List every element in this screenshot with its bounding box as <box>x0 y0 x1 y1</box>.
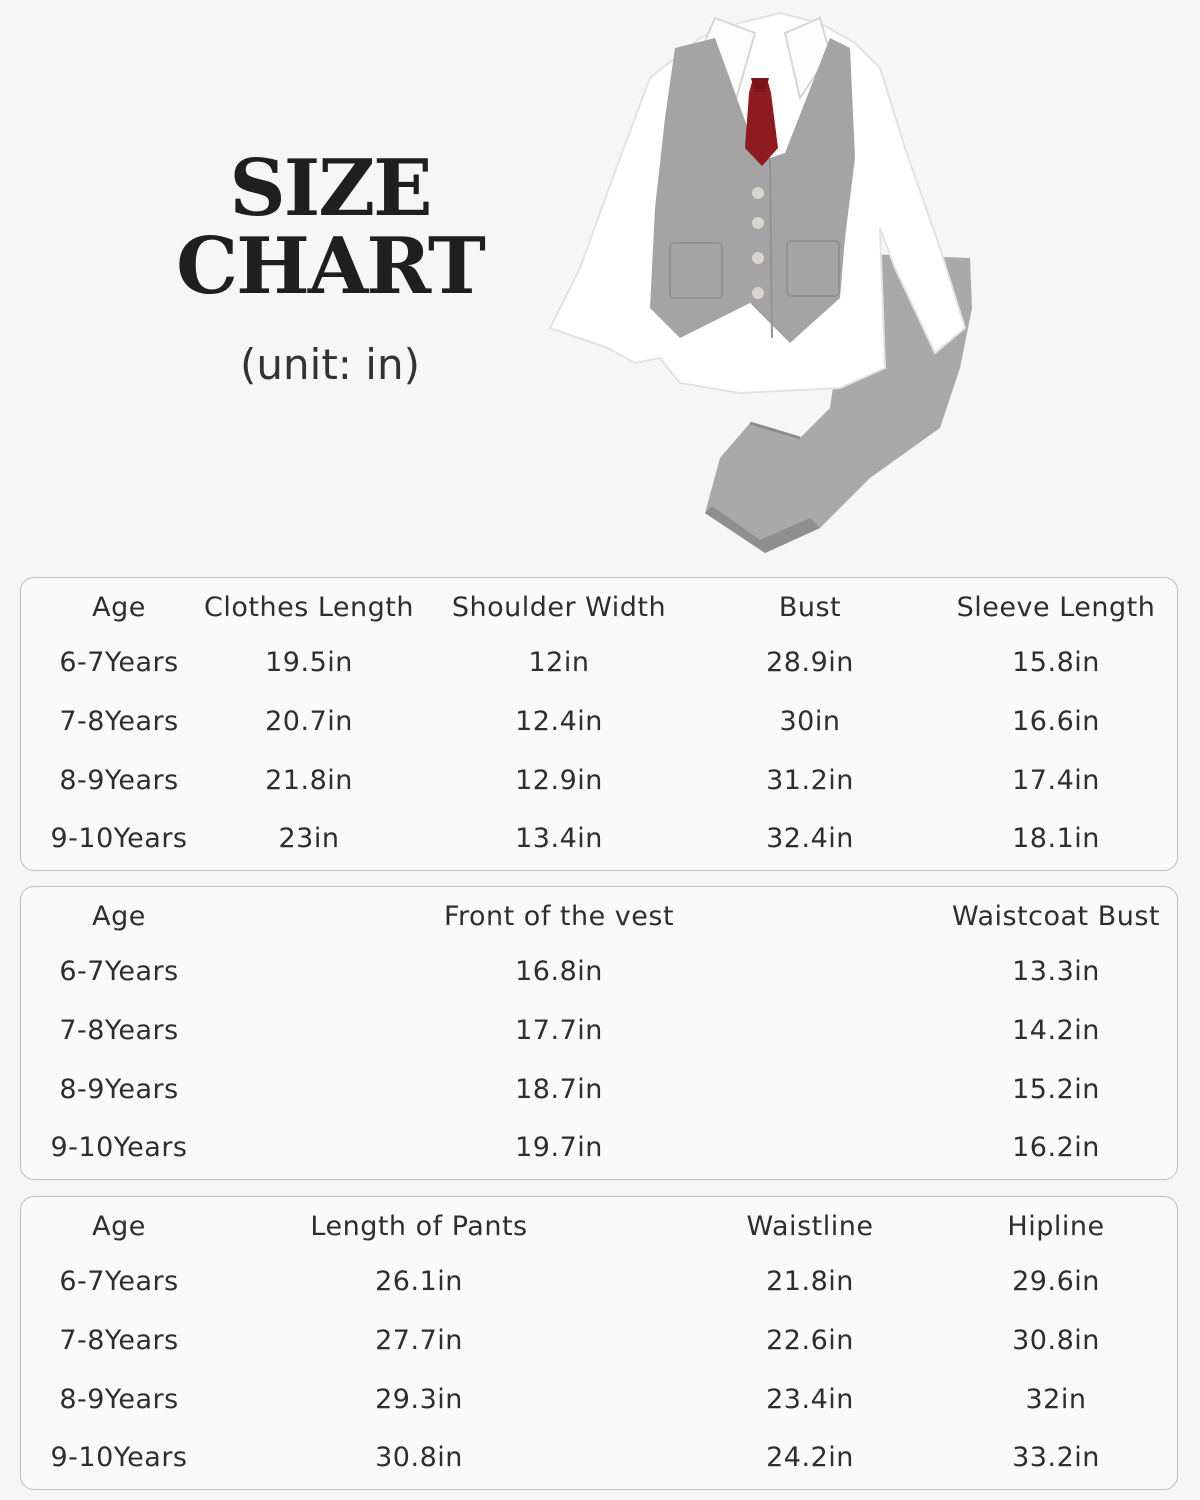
table-header-cell: Sleeve Length <box>956 592 1156 623</box>
table-cell: 13.3in <box>1012 956 1100 987</box>
table-cell: 24.2in <box>766 1442 854 1473</box>
table-cell: 20.7in <box>265 706 353 737</box>
table-header-cell: Age <box>92 901 146 932</box>
table-header-cell: Waistcoat Bust <box>951 901 1161 932</box>
table-cell: 16.8in <box>515 956 603 987</box>
unit-label: (unit: in) <box>240 340 420 389</box>
size-table-pants <box>20 1196 1178 1490</box>
table-header-cell: Shoulder Width <box>451 592 667 623</box>
table-cell: 15.8in <box>1012 647 1100 678</box>
table-cell: 17.7in <box>515 1015 603 1046</box>
table-cell: 22.6in <box>766 1325 854 1356</box>
table-cell: 8-9Years <box>59 1384 179 1415</box>
table-cell: 21.8in <box>766 1266 854 1297</box>
table-cell: 6-7Years <box>59 647 179 678</box>
table-cell: 26.1in <box>375 1266 463 1297</box>
table-header-cell: Length of Pants <box>310 1211 528 1242</box>
table-cell: 23.4in <box>766 1384 854 1415</box>
size-table-shirt <box>20 577 1178 871</box>
table-cell: 13.4in <box>515 823 603 854</box>
table-cell: 18.1in <box>1012 823 1100 854</box>
table-cell: 12in <box>528 647 590 678</box>
table-cell: 32in <box>1025 1384 1087 1415</box>
table-cell: 15.2in <box>1012 1074 1100 1105</box>
table-cell: 9-10Years <box>50 1442 188 1473</box>
table-cell: 7-8Years <box>59 1015 179 1046</box>
table-cell: 8-9Years <box>59 765 179 796</box>
table-cell: 9-10Years <box>50 823 188 854</box>
table-cell: 7-8Years <box>59 706 179 737</box>
table-header-cell: Waistline <box>746 1211 874 1242</box>
table-header-cell: Bust <box>778 592 842 623</box>
title-chart: CHART <box>176 221 484 312</box>
table-cell: 28.9in <box>766 647 854 678</box>
table-cell: 27.7in <box>375 1325 463 1356</box>
table-cell: 21.8in <box>265 765 353 796</box>
table-cell: 7-8Years <box>59 1325 179 1356</box>
table-header-cell: Age <box>92 1211 146 1242</box>
table-cell: 23in <box>278 823 340 854</box>
table-cell: 30.8in <box>375 1442 463 1473</box>
table-cell: 19.7in <box>515 1132 603 1163</box>
table-cell: 17.4in <box>1012 765 1100 796</box>
table-cell: 12.4in <box>515 706 603 737</box>
table-cell: 12.9in <box>515 765 603 796</box>
table-header-cell: Front of the vest <box>443 901 675 932</box>
table-cell: 19.5in <box>265 647 353 678</box>
table-cell: 33.2in <box>1012 1442 1100 1473</box>
table-header-cell: Hipline <box>1007 1211 1105 1242</box>
table-cell: 32.4in <box>766 823 854 854</box>
table-cell: 6-7Years <box>59 1266 179 1297</box>
table-cell: 29.3in <box>375 1384 463 1415</box>
table-cell: 30in <box>779 706 841 737</box>
size-table-vest <box>20 886 1178 1180</box>
title-size: SIZE <box>229 143 431 234</box>
table-cell: 16.2in <box>1012 1132 1100 1163</box>
table-cell: 6-7Years <box>59 956 179 987</box>
table-cell: 9-10Years <box>50 1132 188 1163</box>
table-cell: 14.2in <box>1012 1015 1100 1046</box>
table-header-cell: Clothes Length <box>204 592 414 623</box>
table-cell: 8-9Years <box>59 1074 179 1105</box>
table-cell: 31.2in <box>766 765 854 796</box>
product-image-suit-icon <box>540 8 980 573</box>
table-cell: 29.6in <box>1012 1266 1100 1297</box>
table-cell: 16.6in <box>1012 706 1100 737</box>
table-cell: 18.7in <box>515 1074 603 1105</box>
table-cell: 30.8in <box>1012 1325 1100 1356</box>
table-header-cell: Age <box>92 592 146 623</box>
